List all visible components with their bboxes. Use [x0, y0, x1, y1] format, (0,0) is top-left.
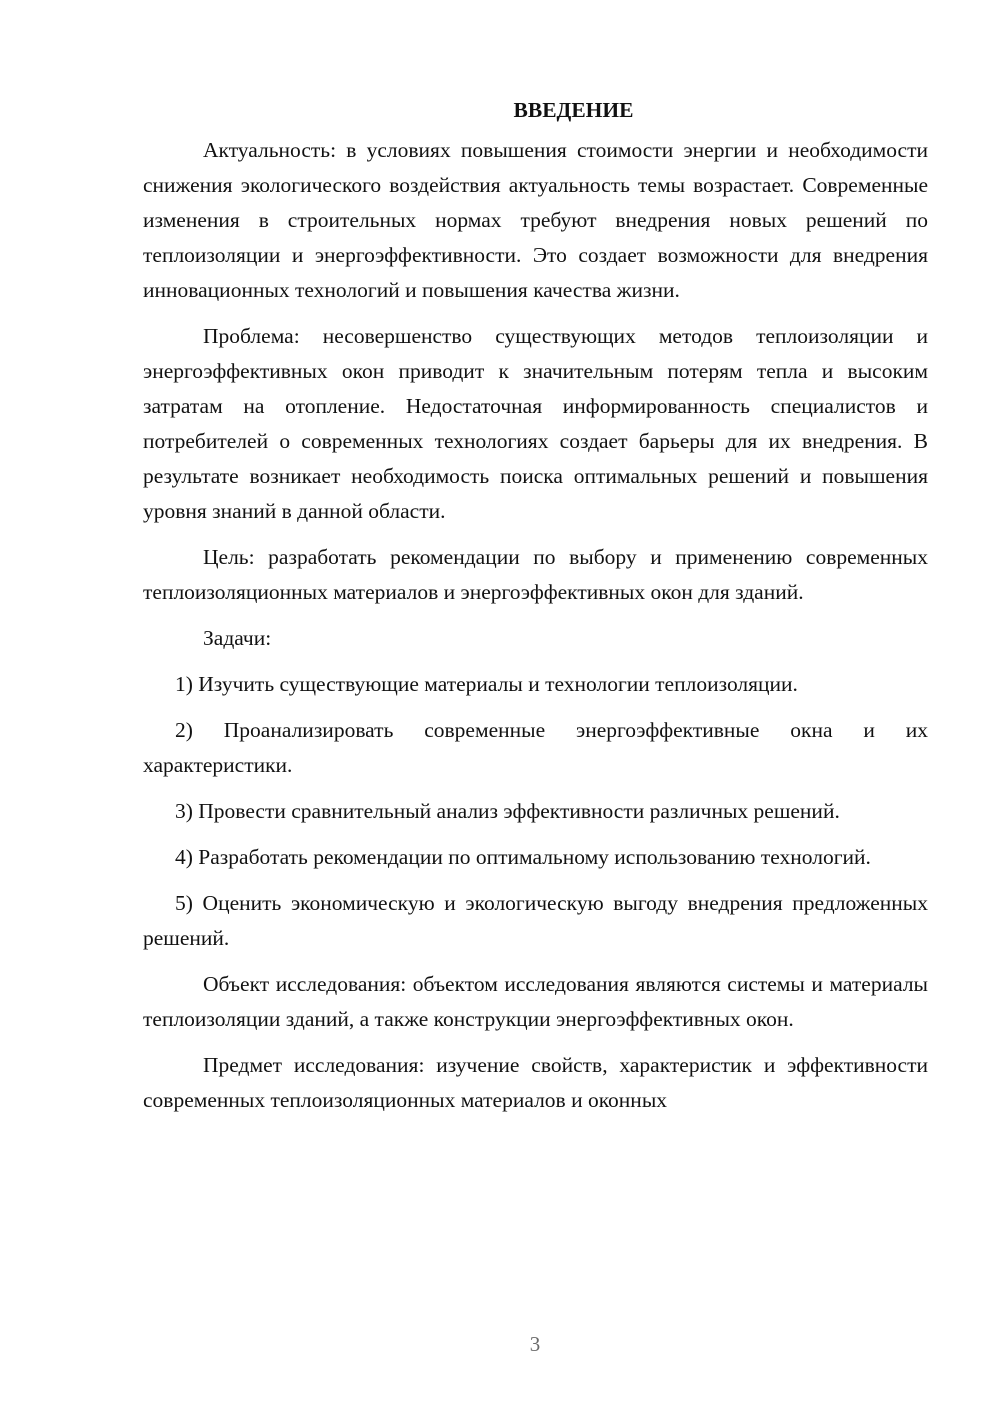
task-item-2: 2) Проанализировать современные энергоэффективные окна и их характеристики.: [143, 718, 928, 777]
task-item-5: 5) Оценить экономическую и экологическую выгоду внедрения предложенных решений.: [143, 891, 928, 950]
task-item-1: 1) Изучить существующие материалы и технологии теплоизоляции.: [175, 672, 798, 696]
paragraph-object: Объект исследования: объектом исследования являются системы и материалы теплоизоляции зданий, а также конструкции энергоэффективных окон.: [143, 972, 928, 1031]
page-number: 3: [529, 1332, 541, 1356]
paragraph-subject: Предмет исследования: изучение свойств, характеристик и эффективности современных теплоизоляционных материалов и оконных: [143, 1053, 928, 1112]
task-item-4: 4) Разработать рекомендации по оптимальному использованию технологий.: [175, 845, 871, 869]
paragraph-problem: Проблема: несовершенство существующих методов теплоизоляции и энергоэффективных окон приводит к значительным потерям тепла и высоким затратам на отопление. Недостаточная информированность специалистов и потребителей о современных технологиях создает барьеры для их внедрения. В результате возникает необходимость поиска оптимальных решений и повышения уровня знаний в данной области.: [143, 324, 928, 523]
paragraph-goal: Цель: разработать рекомендации по выбору и применению современных теплоизоляционных материалов и энергоэффективных окон для зданий.: [143, 545, 928, 604]
page-title: ВВЕДЕНИЕ: [513, 98, 634, 122]
tasks-heading: Задачи:: [203, 626, 272, 650]
paragraph-relevance: Актуальность: в условиях повышения стоимости энергии и необходимости снижения экологического воздействия актуальность темы возрастает. Современные изменения в строительных нормах требуют внедрения новых решений по теплоизоляции и энергоэффективности. Это создает возможности для внедрения инновационных технологий и повышения качества жизни.: [143, 138, 928, 302]
page-content: [143, 93, 928, 1129]
task-item-3: 3) Провести сравнительный анализ эффективности различных решений.: [175, 799, 840, 823]
